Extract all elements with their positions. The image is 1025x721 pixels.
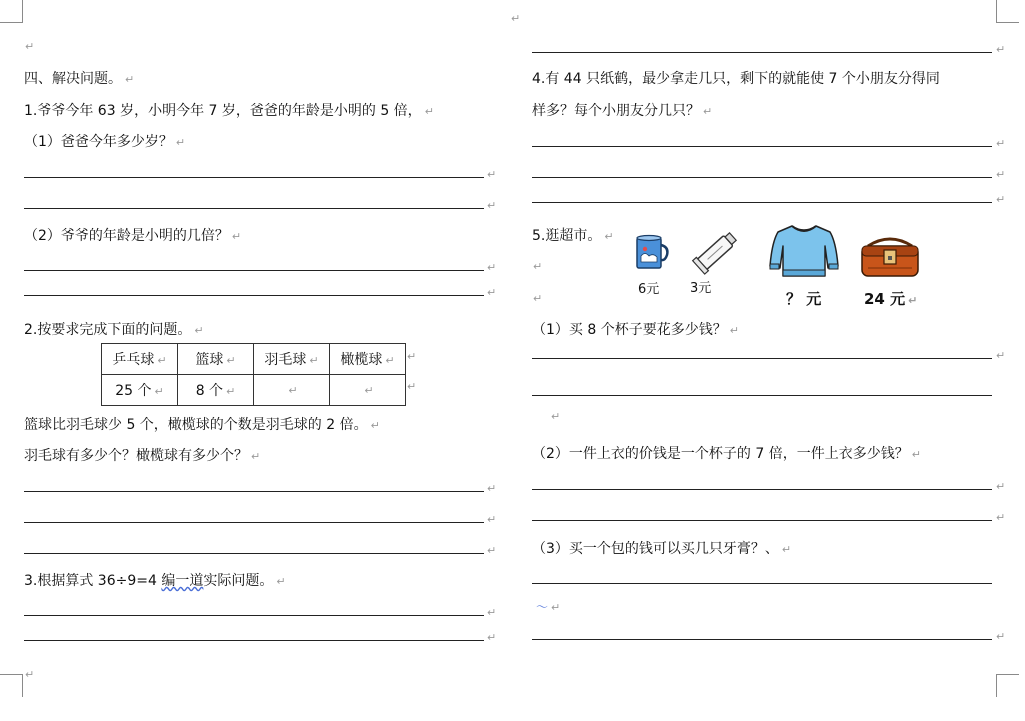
table-header-row xyxy=(102,344,406,375)
table-row xyxy=(102,375,406,406)
answer-line[interactable] xyxy=(532,395,992,396)
answer-line[interactable] xyxy=(532,489,992,490)
paragraph-mark: ↵ xyxy=(996,480,1006,493)
question-1-stem: 1.爷爷今年 63 岁，小明今年 7 岁，爸爸的年龄是小明的 5 倍， ↵ xyxy=(24,103,434,119)
table-cell: 25 个 ↵ xyxy=(102,375,178,406)
paragraph-mark: ↵ xyxy=(25,668,35,681)
answer-line[interactable] xyxy=(24,553,484,554)
corner-mark-top-right xyxy=(996,0,1019,23)
sweater-icon xyxy=(768,222,840,282)
answer-line[interactable] xyxy=(532,177,992,178)
question-4-line2: 样多？每个小朋友分几只？ ↵ xyxy=(532,103,713,119)
corner-mark-top-left xyxy=(0,0,23,23)
question-5-sub1: （1）买 8 个杯子要花多少钱？ ↵ xyxy=(532,322,739,338)
spellcheck-underline: 编一道 xyxy=(161,573,204,589)
question-5-sub2: （2）一件上衣的价钱是一个杯子的 7 倍，一件上衣多少钱？ ↵ xyxy=(532,446,921,462)
paragraph-mark: ↵ xyxy=(487,261,497,274)
question-5-stem: 5.逛超市。 ↵ xyxy=(532,228,614,244)
answer-line[interactable] xyxy=(532,520,992,521)
table-cell[interactable]: ↵ xyxy=(330,375,406,406)
paragraph-mark: ↵ xyxy=(551,410,561,423)
paragraph-mark: ↵ xyxy=(533,292,543,305)
answer-line[interactable] xyxy=(24,522,484,523)
answer-line[interactable] xyxy=(532,146,992,147)
toothpaste-price: 3元 xyxy=(690,281,712,296)
paragraph-mark: ↵ xyxy=(996,168,1006,181)
ball-count-table xyxy=(101,343,406,406)
paragraph-mark: ↵ xyxy=(487,168,497,181)
answer-line[interactable] xyxy=(532,583,992,584)
paragraph-mark: ↵ xyxy=(996,511,1006,524)
table-cell[interactable]: ↵ xyxy=(254,375,330,406)
answer-line[interactable] xyxy=(24,615,484,616)
paragraph-mark: ↵ xyxy=(487,199,497,212)
paragraph-mark: ↵ xyxy=(25,40,35,53)
paragraph-mark: ↵ xyxy=(511,12,521,25)
table-header-cell: 乒乓球 ↵ xyxy=(102,344,178,375)
question-2-stem: 2.按要求完成下面的问题。 ↵ xyxy=(24,322,204,338)
paragraph-mark: ↵ xyxy=(996,349,1006,362)
answer-line[interactable] xyxy=(24,295,484,296)
paragraph-mark: ↵ xyxy=(487,606,497,619)
question-3-stem: 3.根据算式 36÷9=4 编一道实际问题。 ↵ xyxy=(24,573,286,589)
answer-line[interactable] xyxy=(24,270,484,271)
paragraph-mark: ↵ xyxy=(487,482,497,495)
paragraph-mark: ↵ xyxy=(487,631,497,644)
bag-price: 24 元 ↵ xyxy=(864,290,918,308)
answer-line[interactable] xyxy=(24,177,484,178)
corner-mark-bottom-right xyxy=(996,674,1019,697)
table-header-cell: 羽毛球 ↵ xyxy=(254,344,330,375)
answer-line[interactable] xyxy=(532,202,992,203)
question-1-sub2: （2）爷爷的年龄是小明的几倍？ ↵ xyxy=(24,228,242,244)
question-5-sub3: （3）买一个包的钱可以买几只牙膏？、 ↵ xyxy=(532,541,792,557)
paragraph-mark: ↵ xyxy=(407,350,417,363)
corner-mark-bottom-left xyxy=(0,674,23,697)
sweater-price: ？ 元 xyxy=(786,290,822,308)
answer-line[interactable] xyxy=(24,208,484,209)
question-4-line1: 4.有 44 只纸鹤，最少拿走几只，剩下的就能使 7 个小朋友分得同 xyxy=(532,71,940,87)
tilde-mark: 〜 ↵ xyxy=(536,600,561,614)
toothpaste-icon xyxy=(690,224,746,276)
paragraph-mark: ↵ xyxy=(487,544,497,557)
paragraph-mark: ↵ xyxy=(996,43,1006,56)
answer-line[interactable] xyxy=(24,640,484,641)
answer-line[interactable] xyxy=(532,52,992,53)
paragraph-mark: ↵ xyxy=(487,513,497,526)
paragraph-mark: ↵ xyxy=(996,630,1006,643)
paragraph-mark: ↵ xyxy=(407,380,417,393)
question-2-line2: 羽毛球有多少个？橄榄球有多少个？ ↵ xyxy=(24,448,261,464)
table-header-cell: 橄榄球 ↵ xyxy=(330,344,406,375)
table-cell: 8 个 ↵ xyxy=(178,375,254,406)
cup-icon xyxy=(634,234,670,272)
paragraph-mark: ↵ xyxy=(996,193,1006,206)
answer-line[interactable] xyxy=(24,491,484,492)
paragraph-mark: ↵ xyxy=(487,286,497,299)
paragraph-mark: ↵ xyxy=(996,137,1006,150)
bag-icon xyxy=(858,234,922,280)
question-1-sub1: （1）爸爸今年多少岁？ ↵ xyxy=(24,134,186,150)
answer-line[interactable] xyxy=(532,358,992,359)
question-2-line1: 篮球比羽毛球少 5 个，橄榄球的个数是羽毛球的 2 倍。 ↵ xyxy=(24,417,380,433)
answer-line[interactable] xyxy=(532,639,992,640)
section-title: 四、解决问题。 ↵ xyxy=(24,71,135,87)
cup-price: 6元 xyxy=(638,282,660,297)
table-header-cell: 篮球 ↵ xyxy=(178,344,254,375)
paragraph-mark: ↵ xyxy=(533,260,543,273)
